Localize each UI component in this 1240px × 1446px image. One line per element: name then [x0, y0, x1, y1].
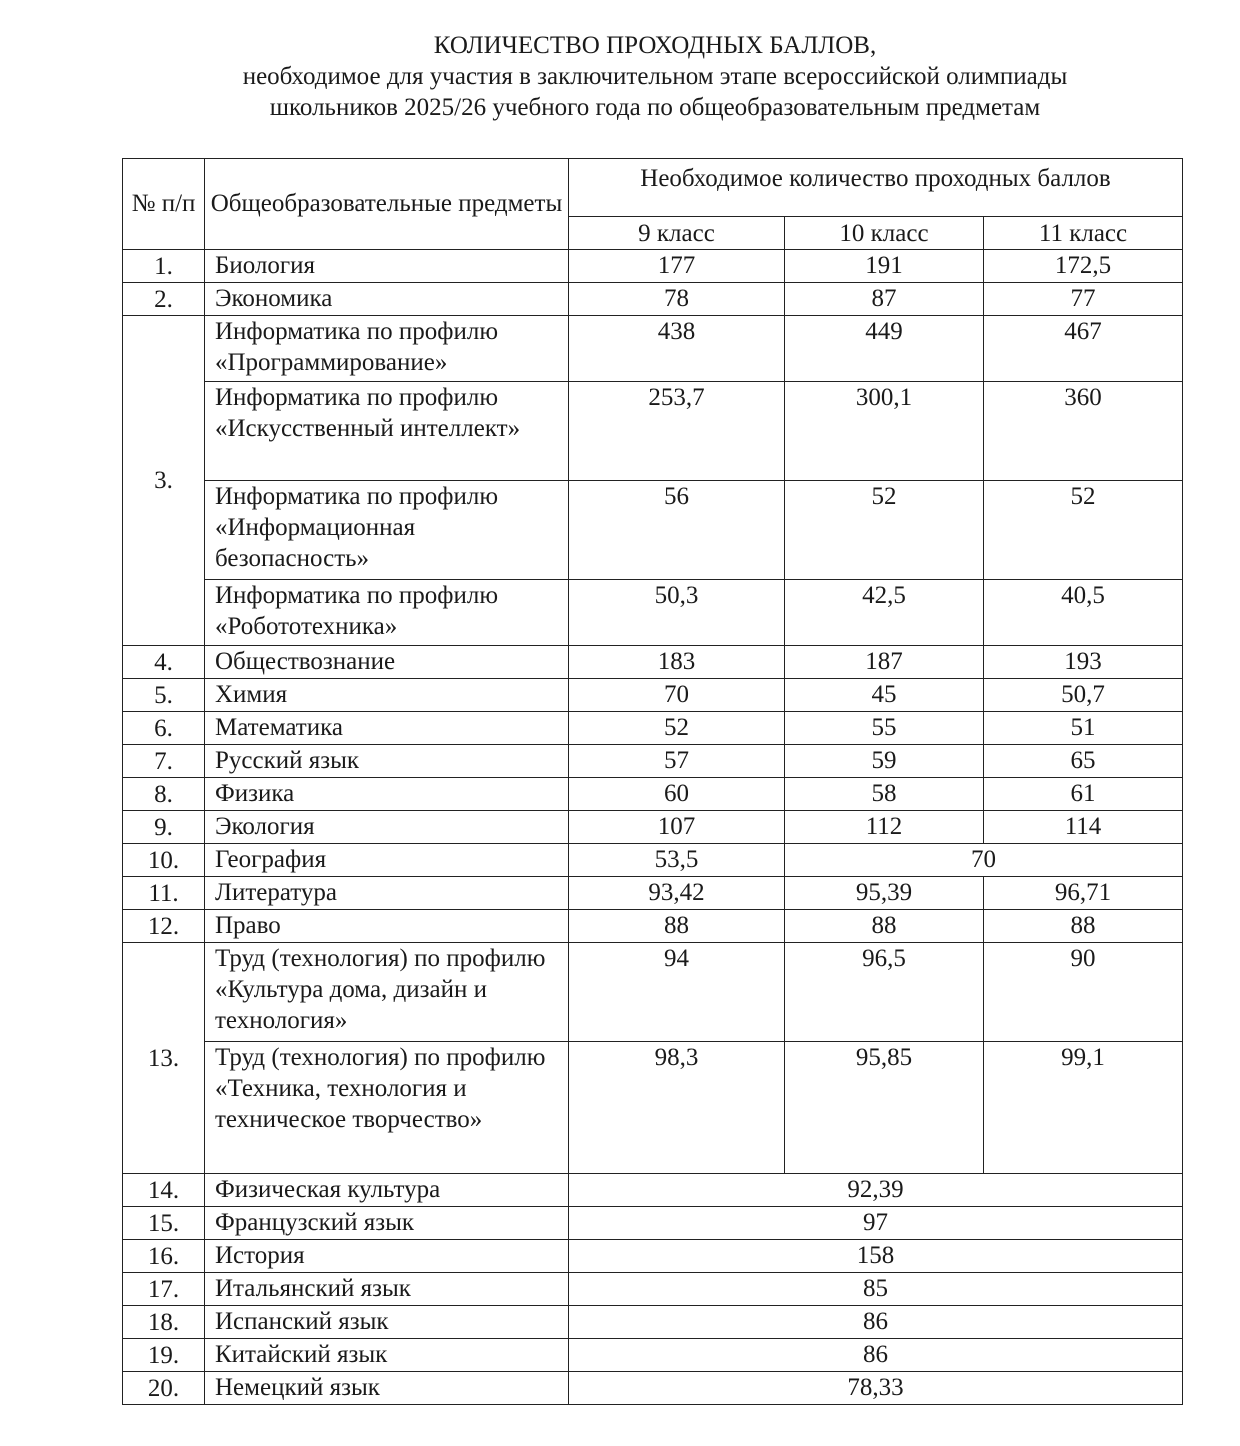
- table-row: [123, 1339, 1183, 1372]
- heading-title: КОЛИЧЕСТВО ПРОХОДНЫХ БАЛЛОВ,: [433, 32, 877, 59]
- table-row: [123, 1042, 1183, 1174]
- score-grade-9: 78: [569, 283, 785, 316]
- score-all-grades: 158: [569, 1240, 1183, 1273]
- table-row: [123, 745, 1183, 778]
- row-number: 17.: [123, 1273, 205, 1306]
- score-grade-11: 61: [984, 778, 1183, 811]
- row-subject: Немецкий язык: [205, 1372, 569, 1405]
- row-subject: Информатика по профилю «Робототехника»: [205, 580, 569, 646]
- score-grade-11: 99,1: [984, 1042, 1183, 1174]
- header-num: № п/п: [123, 159, 205, 250]
- header-grade-10: 10 класс: [785, 217, 984, 250]
- row-subject: Информатика по профилю «Искусственный интеллект»: [205, 382, 569, 481]
- score-grade-10: 42,5: [785, 580, 984, 646]
- score-grade-9: 50,3: [569, 580, 785, 646]
- row-subject: Биология: [205, 250, 569, 283]
- score-grade-11: 172,5: [984, 250, 1183, 283]
- heading-subtitle-line-2: школьников 2025/26 учебного года по общеобразовательным предметам: [269, 94, 1041, 121]
- row-number: 16.: [123, 1240, 205, 1273]
- row-subject: История: [205, 1240, 569, 1273]
- score-grade-11: 51: [984, 712, 1183, 745]
- row-subject: Физическая культура: [205, 1174, 569, 1207]
- row-number: 15.: [123, 1207, 205, 1240]
- row-number: 8.: [123, 778, 205, 811]
- row-number: 3.: [123, 316, 205, 646]
- table-row: [123, 1240, 1183, 1273]
- passing-scores-table: [122, 158, 1183, 1405]
- score-grade-10: 88: [785, 910, 984, 943]
- row-subject: Информатика по профилю «Программирование»: [205, 316, 569, 382]
- row-number: 12.: [123, 910, 205, 943]
- table-row: [123, 910, 1183, 943]
- score-grade-11: 52: [984, 481, 1183, 580]
- score-grade-10: 95,85: [785, 1042, 984, 1174]
- row-subject: Экология: [205, 811, 569, 844]
- row-number: 9.: [123, 811, 205, 844]
- score-grade-10: 59: [785, 745, 984, 778]
- score-grade-9: 107: [569, 811, 785, 844]
- score-grade-11: 65: [984, 745, 1183, 778]
- score-grade-9: 438: [569, 316, 785, 382]
- score-grade-9: 93,42: [569, 877, 785, 910]
- row-subject: Труд (технология) по профилю «Культура дома, дизайн и технология»: [205, 943, 569, 1042]
- row-subject: Китайский язык: [205, 1339, 569, 1372]
- table-row: [123, 712, 1183, 745]
- table-row: [123, 877, 1183, 910]
- score-all-grades: 97: [569, 1207, 1183, 1240]
- row-subject: Обществознание: [205, 646, 569, 679]
- score-grade-9: 52: [569, 712, 785, 745]
- table-row: [123, 580, 1183, 646]
- score-grade-10: 45: [785, 679, 984, 712]
- row-number: 1.: [123, 250, 205, 283]
- table-row: [123, 646, 1183, 679]
- row-number: 4.: [123, 646, 205, 679]
- score-grade-9: 94: [569, 943, 785, 1042]
- score-grade-9: 88: [569, 910, 785, 943]
- row-subject: Труд (технология) по профилю «Техника, технология и техническое творчество»: [205, 1042, 569, 1174]
- score-grade-9: 53,5: [569, 844, 785, 877]
- score-grade-11: 360: [984, 382, 1183, 481]
- table-row: [123, 778, 1183, 811]
- document-heading: [0, 30, 1240, 123]
- table-row: [123, 316, 1183, 382]
- table-header-row: [123, 159, 1183, 217]
- table-row: [123, 679, 1183, 712]
- score-grade-11: 40,5: [984, 580, 1183, 646]
- score-all-grades: 86: [569, 1306, 1183, 1339]
- row-subject: Экономика: [205, 283, 569, 316]
- score-all-grades: 78,33: [569, 1372, 1183, 1405]
- score-grade-11: 50,7: [984, 679, 1183, 712]
- row-number: 20.: [123, 1372, 205, 1405]
- row-subject: География: [205, 844, 569, 877]
- score-grade-9: 183: [569, 646, 785, 679]
- score-grade-9: 60: [569, 778, 785, 811]
- table-row: [123, 1306, 1183, 1339]
- score-grade-9: 70: [569, 679, 785, 712]
- score-grade-10: 52: [785, 481, 984, 580]
- header-grade-11: 11 класс: [984, 217, 1183, 250]
- table-row: [123, 250, 1183, 283]
- row-subject: Итальянский язык: [205, 1273, 569, 1306]
- row-number: 18.: [123, 1306, 205, 1339]
- score-grade-10: 58: [785, 778, 984, 811]
- table-row: [123, 382, 1183, 481]
- header-grade-9: 9 класс: [569, 217, 785, 250]
- table-row: [123, 1372, 1183, 1405]
- score-all-grades: 85: [569, 1273, 1183, 1306]
- row-subject: Французский язык: [205, 1207, 569, 1240]
- score-grade-11: 114: [984, 811, 1183, 844]
- score-all-grades: 92,39: [569, 1174, 1183, 1207]
- row-subject: Математика: [205, 712, 569, 745]
- heading-subtitle-line-1: необходимое для участия в заключительном этапе всероссийской олимпиады: [242, 63, 1068, 90]
- row-number: 13.: [123, 943, 205, 1174]
- table-row: [123, 1207, 1183, 1240]
- row-subject: Информатика по профилю «Информационная безопасность»: [205, 481, 569, 580]
- score-grade-9: 98,3: [569, 1042, 785, 1174]
- table-row: [123, 943, 1183, 1042]
- row-number: 2.: [123, 283, 205, 316]
- score-grade-10: 95,39: [785, 877, 984, 910]
- score-all-grades: 86: [569, 1339, 1183, 1372]
- score-grades-10-11: 70: [785, 844, 1183, 877]
- score-grade-9: 177: [569, 250, 785, 283]
- row-subject: Право: [205, 910, 569, 943]
- table-row: [123, 283, 1183, 316]
- table-row: [123, 481, 1183, 580]
- score-grade-10: 187: [785, 646, 984, 679]
- score-grade-11: 88: [984, 910, 1183, 943]
- row-subject: Химия: [205, 679, 569, 712]
- row-number: 5.: [123, 679, 205, 712]
- score-grade-9: 56: [569, 481, 785, 580]
- score-grade-10: 55: [785, 712, 984, 745]
- score-grade-11: 96,71: [984, 877, 1183, 910]
- score-grade-11: 77: [984, 283, 1183, 316]
- score-grade-10: 96,5: [785, 943, 984, 1042]
- row-number: 14.: [123, 1174, 205, 1207]
- row-subject: Физика: [205, 778, 569, 811]
- score-grade-10: 191: [785, 250, 984, 283]
- row-number: 11.: [123, 877, 205, 910]
- score-grade-9: 253,7: [569, 382, 785, 481]
- row-subject: Русский язык: [205, 745, 569, 778]
- score-grade-11: 193: [984, 646, 1183, 679]
- row-number: 19.: [123, 1339, 205, 1372]
- score-grade-9: 57: [569, 745, 785, 778]
- table-row: [123, 811, 1183, 844]
- score-grade-11: 467: [984, 316, 1183, 382]
- row-number: 10.: [123, 844, 205, 877]
- row-subject: Испанский язык: [205, 1306, 569, 1339]
- score-grade-11: 90: [984, 943, 1183, 1042]
- table-row: [123, 1174, 1183, 1207]
- score-grade-10: 300,1: [785, 382, 984, 481]
- header-subjects: Общеобразовательные предметы: [205, 159, 569, 250]
- header-scores: Необходимое количество проходных баллов: [569, 159, 1183, 217]
- table-row: [123, 1273, 1183, 1306]
- score-grade-10: 87: [785, 283, 984, 316]
- score-grade-10: 449: [785, 316, 984, 382]
- score-grade-10: 112: [785, 811, 984, 844]
- row-subject: Литература: [205, 877, 569, 910]
- table-row: [123, 844, 1183, 877]
- row-number: 6.: [123, 712, 205, 745]
- row-number: 7.: [123, 745, 205, 778]
